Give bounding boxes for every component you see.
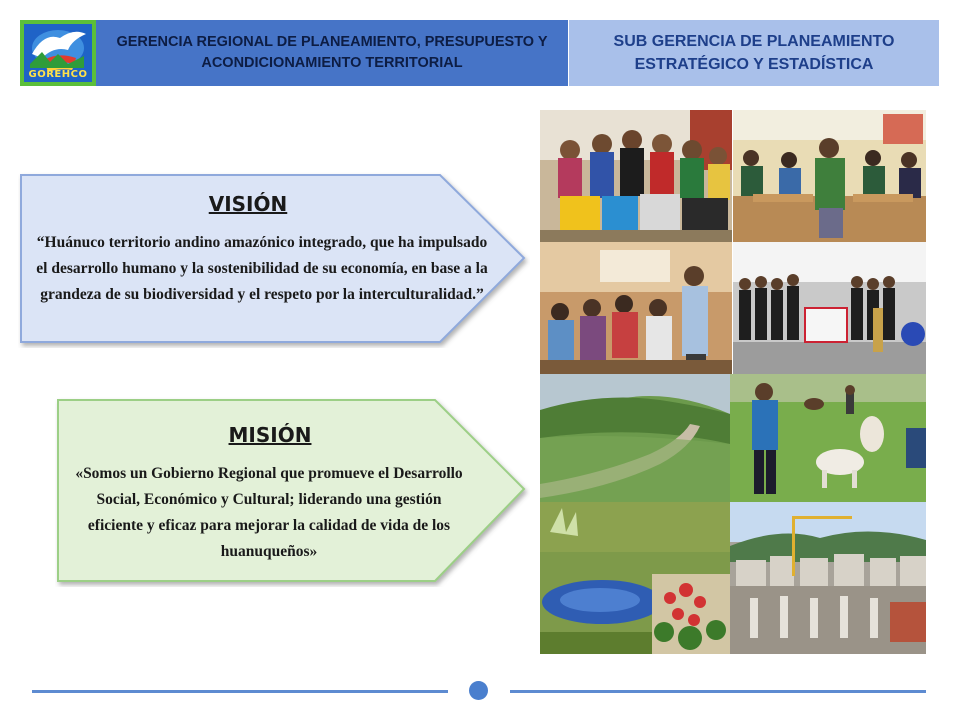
header-right-title: SUB GERENCIA DE PLANEAMIENTO ESTRATÉGICO Y ESTADÍSTICA [613, 33, 895, 73]
vision-title: VISIÓN [208, 192, 288, 216]
photo-group-event [733, 242, 926, 374]
header-gerencia-regional [96, 20, 568, 86]
mision-panel [55, 397, 530, 587]
photo-pond-vegetation [540, 502, 730, 654]
photo-town-construction [730, 502, 926, 654]
vision-text: “Huánuco territorio andino amazónico integrado, que ha impulsado el desarrollo humano y la sostenibilidad de su economía, en base a la grandeza de su biodiversidad y el respeto por la interculturalidad.” [36, 234, 488, 303]
footer-line-left [32, 690, 448, 693]
gorehco-logo [20, 20, 96, 86]
logo-emblem [24, 24, 92, 82]
photo-community-women [540, 110, 732, 242]
photo-meeting [540, 242, 732, 374]
header-left-title: GERENCIA REGIONAL DE PLANEAMIENTO, PRESUPUESTO Y ACONDICIONAMIENTO TERRITORIAL [116, 34, 548, 71]
photo-mountain-road [540, 374, 730, 502]
photo-cattle-field [730, 374, 926, 502]
header-sub-gerencia [568, 20, 939, 86]
logo-text: GOREHCO [28, 69, 88, 80]
footer-dot [469, 681, 488, 700]
footer-line-right [510, 690, 926, 693]
mision-title: MISIÓN [228, 423, 312, 447]
mision-text: «Somos un Gobierno Regional que promueve el Desarrollo Social, Económico y Cultural; liderando una gestión eficiente y eficaz para mejorar la calidad de vida de los huanuqueños» [75, 465, 463, 560]
photo-classroom [733, 110, 926, 242]
vision-panel [18, 172, 530, 348]
